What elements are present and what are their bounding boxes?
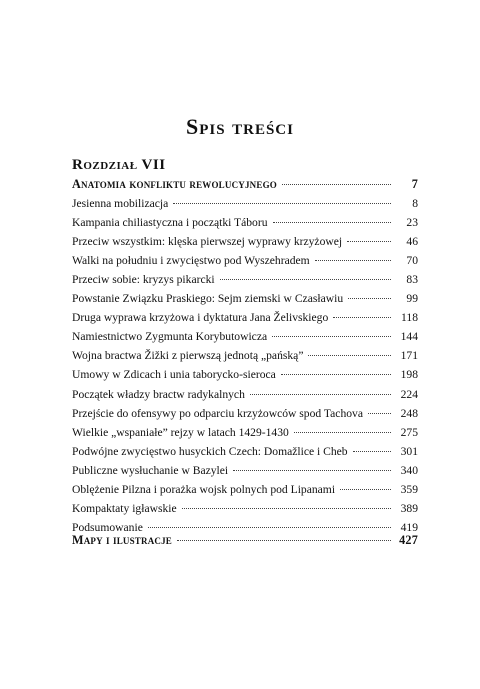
dot-leader bbox=[182, 508, 391, 509]
toc-entry-label: Oblężenie Pilzna i porażka wojsk polnych pod Lipanami bbox=[72, 482, 336, 496]
toc-entry[interactable] bbox=[72, 232, 418, 251]
toc-entry-page: 83 bbox=[406, 273, 418, 287]
toc-entry-label: Jesienna mobilizacja bbox=[72, 197, 169, 211]
dot-leader bbox=[281, 374, 391, 375]
dot-leader bbox=[250, 394, 391, 395]
toc-entry-label: Druga wyprawa krzyżowa i dyktatura Jana Želivskiego bbox=[72, 311, 329, 325]
toc-entry[interactable] bbox=[72, 461, 418, 480]
toc-entry[interactable] bbox=[72, 442, 418, 461]
toc-entry-label: Wojna bractwa Žižki z pierwszą jednotą „pańską” bbox=[72, 349, 304, 363]
toc-entry-label: Przejście do ofensywy po odparciu krzyżowców spod Tachova bbox=[72, 406, 363, 420]
toc-entry-page: 419 bbox=[400, 520, 418, 534]
toc-entry-page: 23 bbox=[406, 216, 418, 230]
toc-entry-label: Walki na południu i zwycięstwo pod Wyszehradem bbox=[72, 254, 310, 268]
toc-appendix bbox=[72, 531, 418, 550]
toc-entry[interactable] bbox=[72, 308, 418, 327]
dot-leader bbox=[353, 451, 391, 452]
dot-leader bbox=[272, 336, 391, 337]
toc-entry-page: 340 bbox=[400, 463, 418, 477]
toc-entry-label: Umowy w Zdicach i unia taborycko-sierocа bbox=[72, 368, 276, 382]
toc-entry-label: Kompaktaty igławskie bbox=[72, 501, 177, 515]
toc-entry-page: 8 bbox=[412, 197, 418, 211]
toc-entry[interactable] bbox=[72, 270, 418, 289]
toc-entry-page: 46 bbox=[406, 235, 418, 249]
dot-leader bbox=[347, 241, 391, 242]
toc-entry-label: Kampania chiliastyczna i początki Táboru bbox=[72, 216, 268, 230]
toc-entry-label: Anatomia konfliktu rewolucyjnego bbox=[72, 177, 277, 191]
toc-entry-label: Podwójne zwycięstwo husyckich Czech: Domažlice i Cheb bbox=[72, 444, 348, 458]
toc-entry-page: 301 bbox=[400, 444, 418, 458]
dot-leader bbox=[148, 527, 391, 528]
toc-entry-label: Początek władzy bractw radykalnych bbox=[72, 387, 245, 401]
toc-entry-label: Przeciw wszystkim: klęska pierwszej wyprawy krzyżowej bbox=[72, 235, 343, 249]
toc-entry-label: Namiestnictwo Zygmunta Korybutowicza bbox=[72, 330, 268, 344]
dot-leader bbox=[282, 184, 391, 185]
dot-leader bbox=[273, 222, 391, 223]
toc-entry-section[interactable] bbox=[72, 175, 418, 194]
toc-entry[interactable] bbox=[72, 213, 418, 232]
toc-entry[interactable] bbox=[72, 499, 418, 518]
toc-entry[interactable] bbox=[72, 346, 418, 365]
dot-leader bbox=[315, 260, 391, 261]
toc-entry-page: 248 bbox=[400, 406, 418, 420]
toc-entry-label: Przeciw sobie: kryzys pikarcki bbox=[72, 273, 215, 287]
toc-entry-label: Wielkie „wspaniałe” rejzy w latach 1429-1430 bbox=[72, 425, 289, 439]
dot-leader bbox=[177, 540, 391, 541]
toc-entry-page: 70 bbox=[406, 254, 418, 268]
toc-entry-label: Podsumowanie bbox=[72, 520, 143, 534]
toc-entry-page: 198 bbox=[400, 368, 418, 382]
toc-entry-page: 144 bbox=[400, 330, 418, 344]
toc-entry[interactable] bbox=[72, 365, 418, 384]
dot-leader bbox=[233, 470, 391, 471]
dot-leader bbox=[308, 355, 391, 356]
toc-entry[interactable] bbox=[72, 404, 418, 423]
dot-leader bbox=[333, 317, 391, 318]
toc-entry-page: 427 bbox=[399, 533, 418, 547]
toc-entry[interactable] bbox=[72, 480, 418, 499]
toc-entry[interactable] bbox=[72, 423, 418, 442]
dot-leader bbox=[173, 203, 391, 204]
dot-leader bbox=[220, 279, 391, 280]
toc-entry[interactable] bbox=[72, 251, 418, 270]
toc-entry-page: 7 bbox=[411, 177, 418, 191]
toc-entry-page: 224 bbox=[400, 387, 418, 401]
toc-entry-page: 389 bbox=[400, 501, 418, 515]
toc-entry-label: Publiczne wysłuchanie w Bazylei bbox=[72, 463, 229, 477]
toc-entry[interactable] bbox=[72, 385, 418, 404]
dot-leader bbox=[340, 489, 391, 490]
toc-entry-page: 275 bbox=[400, 425, 418, 439]
toc-list bbox=[72, 175, 418, 537]
page-title: Spis treści bbox=[186, 114, 294, 139]
toc-entry-page: 118 bbox=[401, 311, 418, 325]
toc-entry[interactable] bbox=[72, 289, 418, 308]
dot-leader bbox=[348, 298, 391, 299]
toc-entry-page: 99 bbox=[406, 292, 418, 306]
dot-leader bbox=[294, 432, 391, 433]
toc-entry[interactable] bbox=[72, 327, 418, 346]
toc-entry[interactable] bbox=[72, 194, 418, 213]
toc-entry-label: Mapy i ilustracje bbox=[72, 533, 173, 547]
toc-entry-page: 359 bbox=[400, 482, 418, 496]
toc-entry-label: Powstanie Związku Praskiego: Sejm ziemski w Czasławiu bbox=[72, 292, 344, 306]
chapter-heading: Rozdział VII bbox=[72, 157, 166, 173]
toc-entry-appendix[interactable] bbox=[72, 531, 418, 550]
toc-entry-page: 171 bbox=[400, 349, 418, 363]
dot-leader bbox=[368, 413, 391, 414]
